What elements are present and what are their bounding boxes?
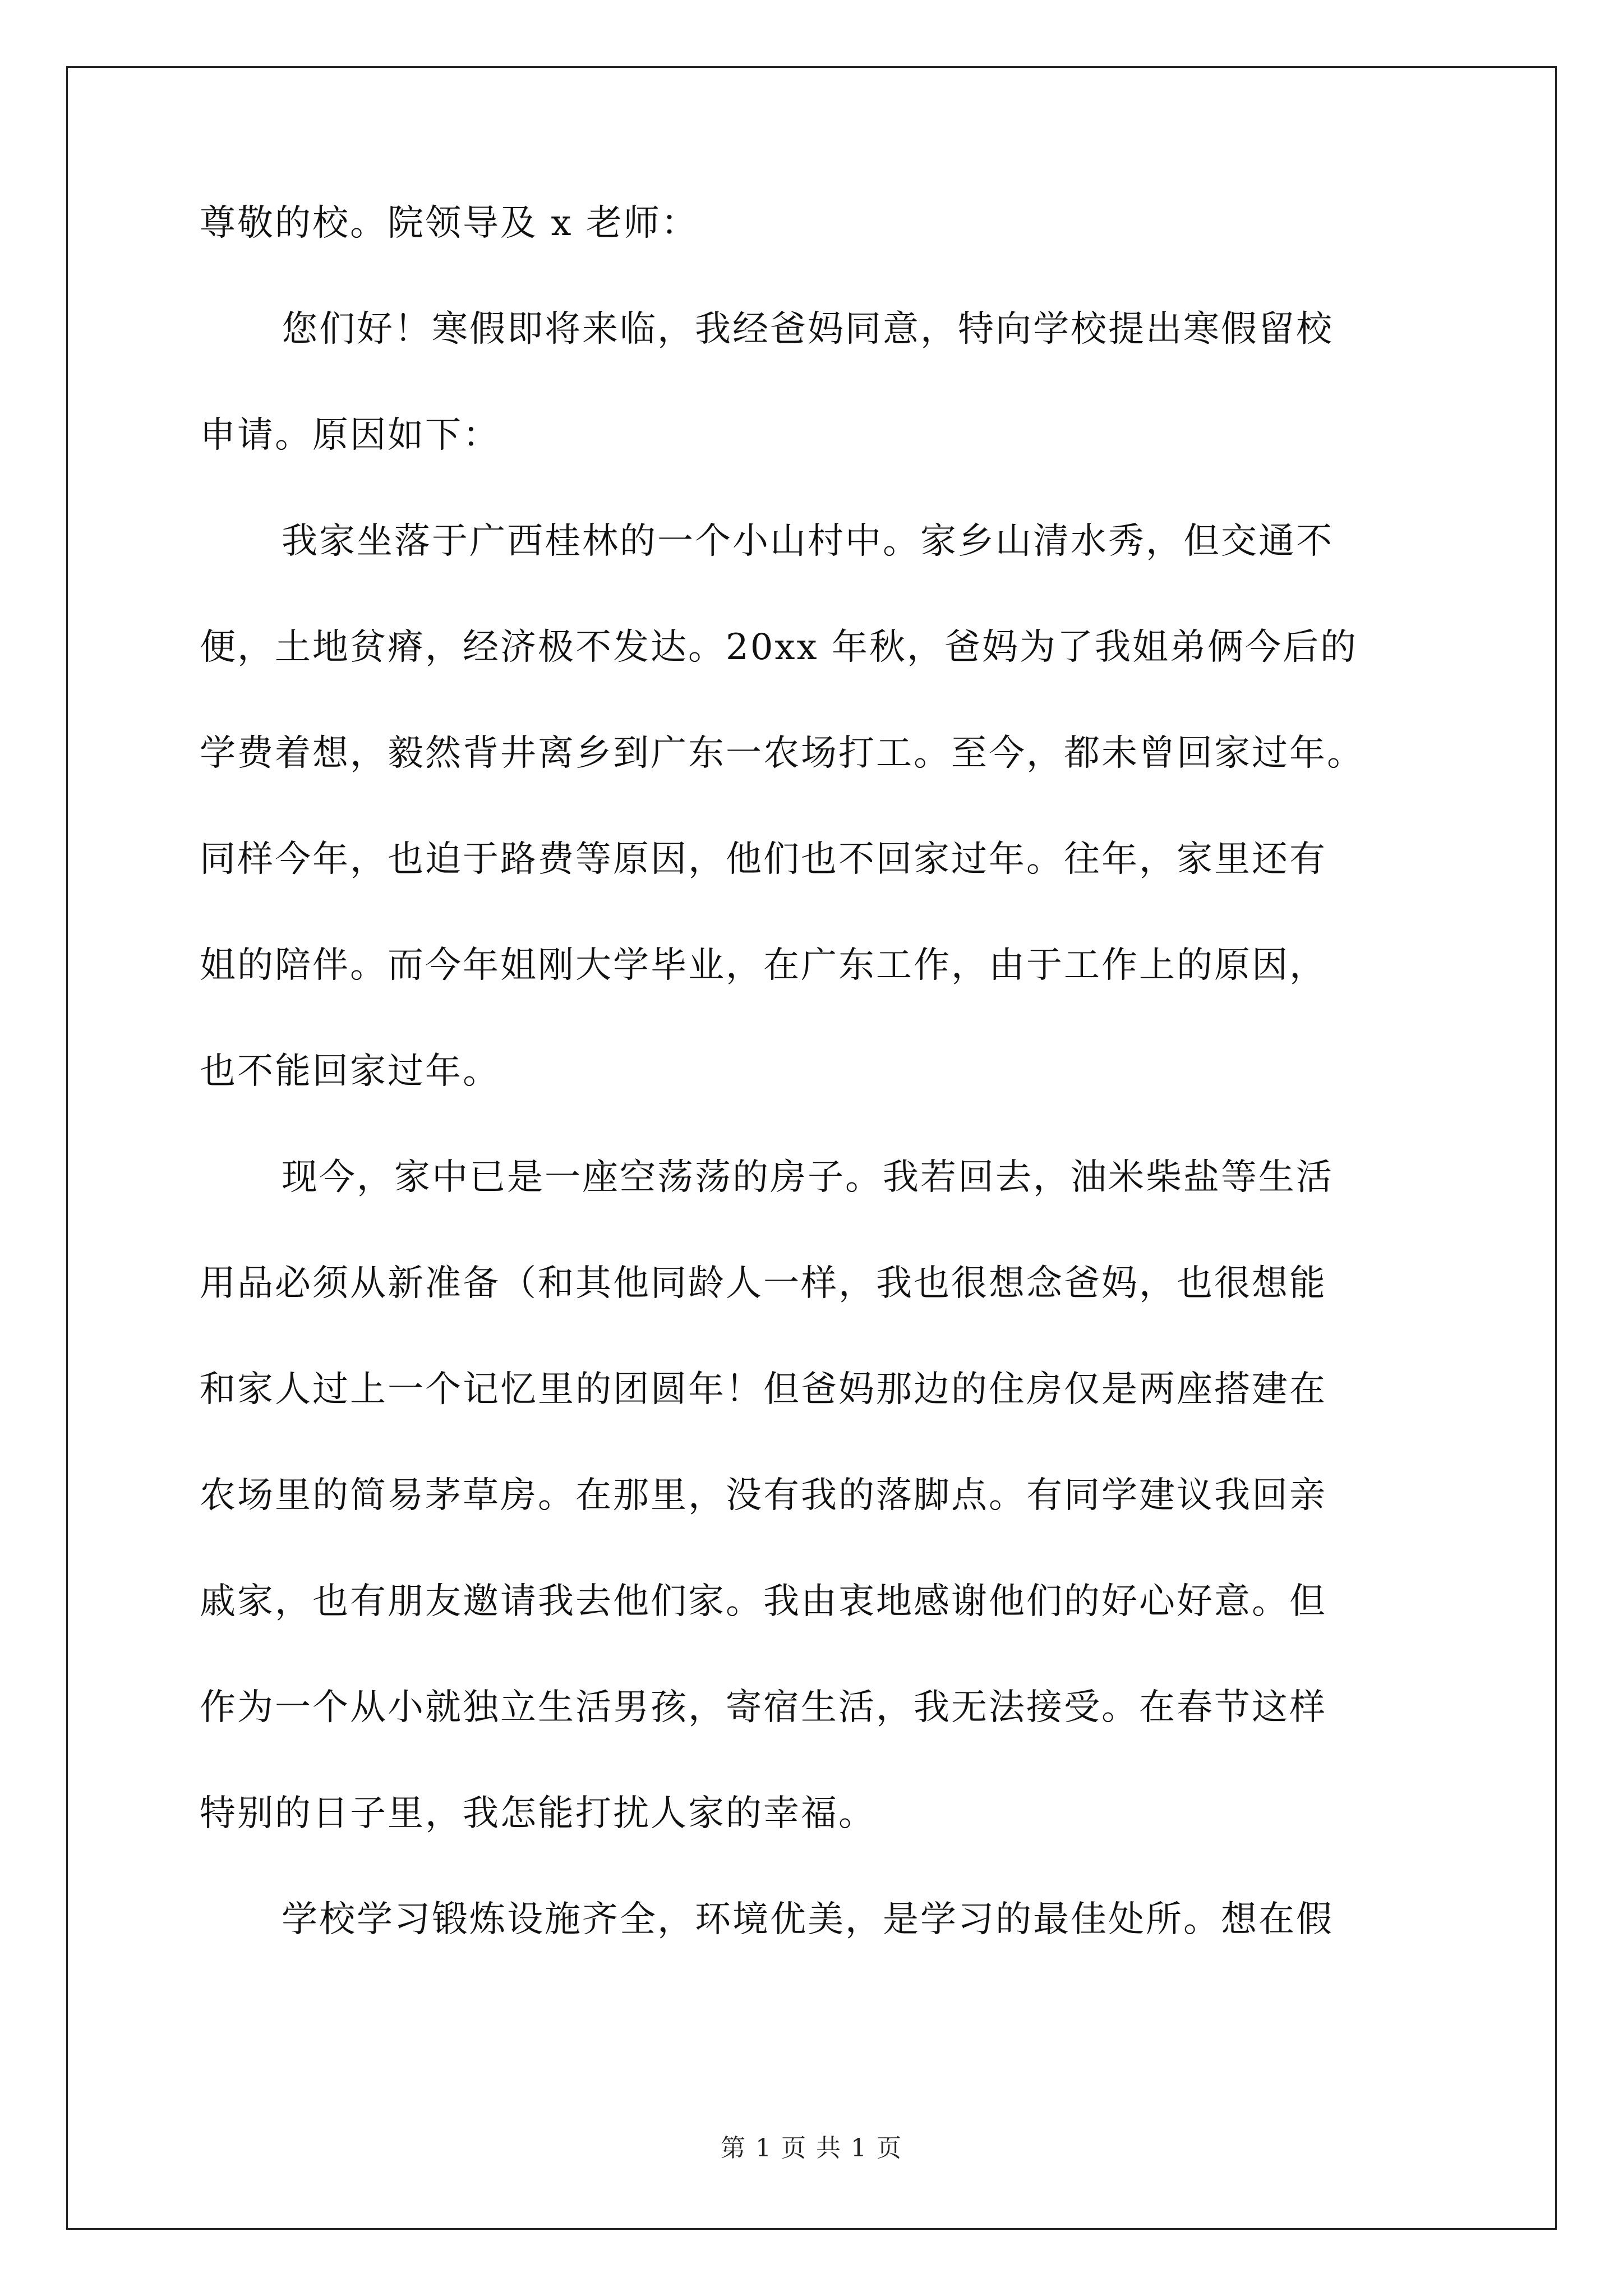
paragraph-line: 戚家，也有朋友邀请我去他们家。我由衷地感谢他们的好心好意。但: [200, 1581, 1327, 1622]
paragraph-line: 学校学习锻炼设施齐全，环境优美，是学习的最佳处所。想在假: [282, 1899, 1334, 1940]
page-footer: 第 1 页 共 1 页: [721, 2134, 902, 2162]
paragraph-line: 您们好！寒假即将来临，我经爸妈同意，特向学校提出寒假留校: [282, 309, 1334, 350]
paragraph-line: 农场里的简易茅草房。在那里，没有我的落脚点。有同学建议我回亲: [200, 1475, 1327, 1516]
salutation-line: 尊敬的校。院领导及 x 老师：: [200, 203, 699, 244]
paragraph-line: 我家坐落于广西桂林的一个小山村中。家乡山清水秀，但交通不: [282, 521, 1334, 562]
paragraph-line: 姐的陪伴。而今年姐刚大学毕业，在广东工作，由于工作上的原因，: [200, 945, 1327, 986]
paragraph-line: 作为一个从小就独立生活男孩，寄宿生活，我无法接受。在春节这样: [200, 1687, 1327, 1728]
paragraph-line: 也不能回家过年。: [200, 1051, 500, 1092]
paragraph-line: 特别的日子里，我怎能打扰人家的幸福。: [200, 1793, 876, 1834]
paragraph-line: 便，土地贫瘠，经济极不发达。20xx 年秋，爸妈为了我姐弟俩今后的: [200, 627, 1358, 668]
paragraph-line: 现今，家中已是一座空荡荡的房子。我若回去，油米柴盐等生活: [282, 1157, 1334, 1198]
document-body: [200, 196, 1439, 1999]
paragraph-line: 用品必须从新准备（和其他同龄人一样，我也很想念爸妈，也很想能: [200, 1263, 1327, 1304]
paragraph-line: 同样今年，也迫于路费等原因，他们也不回家过年。往年，家里还有: [200, 839, 1327, 880]
paragraph-line: 申请。原因如下：: [200, 415, 500, 456]
paragraph-line: 学费着想，毅然背井离乡到广东一农场打工。至今，都未曾回家过年。: [200, 733, 1364, 774]
paragraph-line: 和家人过上一个记忆里的团圆年！但爸妈那边的住房仅是两座搭建在: [200, 1369, 1327, 1410]
